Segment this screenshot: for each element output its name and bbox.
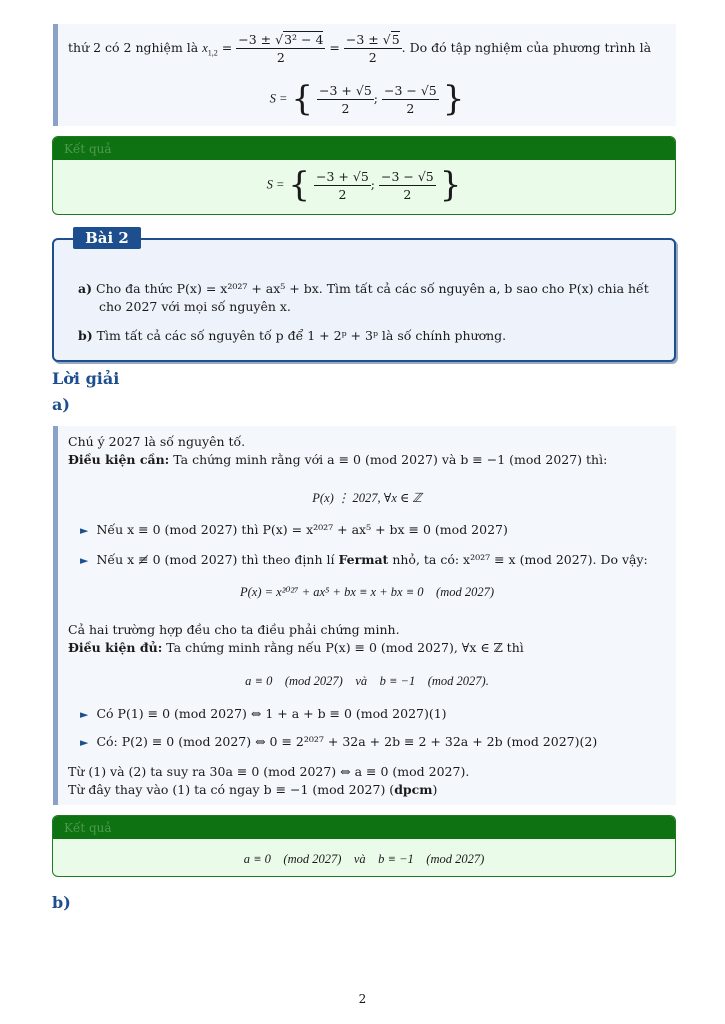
from-1-2: Từ (1) và (2) ta suy ra 30a ≡ 0 (mod 2027) ⇔ a ≡ 0 (mod 2027). (68, 764, 470, 779)
bullet-3: ► Có P(1) ≡ 0 (mod 2027) ⇔ 1 + a + b ≡ 0 (mod 2027)(1) (80, 706, 447, 721)
fermat-eq: P(x) = x²⁰²⁷ + ax⁵ + bx ≡ x + bx ≡ 0 (mod 2027) (239, 585, 495, 599)
result-eq: a ≡ 0 (mod 2027) và b ≡ −1 (mod 2027) (243, 852, 485, 866)
problem-item-b: b) Tìm tất cả các số nguyên tố p để 1 + 2ᵖ + 3ᵖ là số chính phương. (78, 328, 507, 343)
result-header: Kết quả (53, 137, 675, 160)
part-a-heading: a) (52, 395, 70, 414)
target-eq: a ≡ 0 (mod 2027) và b ≡ −1 (mod 2027). (245, 674, 489, 688)
proof-box (53, 426, 676, 805)
proof-line1: Chú ý 2027 là số nguyên tố. (68, 434, 246, 449)
result-box-2 (52, 815, 676, 877)
divides-eq: P(x) ⋮ 2027, ∀x ∈ ℤ (312, 491, 422, 505)
result-box-1 (52, 136, 676, 215)
intro-text-before: thứ 2 có 2 nghiệm là (68, 40, 199, 55)
part-b-heading: b) (52, 893, 71, 912)
result-header-2: Kết quả (53, 816, 675, 839)
bullet-1: ► Nếu x ≡ 0 (mod 2027) thì P(x) = x²⁰²⁷ + ax⁵ + bx ≡ 0 (mod 2027) (80, 522, 508, 537)
cond-need: Điều kiện cần: Ta chứng minh rằng với a ≡ 0 (mod 2027) và b ≡ −1 (mod 2027) thì: (68, 452, 608, 467)
intro-solution-set: S = { $\frac{-3 + √5}{2}$ ; $\frac{-3 - √5}{2}$ } (269, 79, 465, 119)
result-solution-set: S = { $\frac{-3 + √5}{2}$ ; $\frac{-3 - √5}{2}$ } (266, 165, 462, 205)
roots-fraction-2: $\frac{-3 \pm √5}{2}$ (345, 32, 400, 65)
problem-b-line1: Tìm tất cả các số nguyên tố p để 1 + 2ᵖ + 3ᵖ là số chính phương. (96, 328, 507, 343)
bullet-2: ► Nếu x ≢ 0 (mod 2027) thì theo định lí Fermat nhỏ, ta có: x²⁰²⁷ ≡ x (mod 2027). Do vậy: (80, 552, 648, 567)
intro-text-after: . Do đó tập nghiệm của phương trình là (401, 40, 652, 55)
intro-solution-box (53, 24, 676, 126)
both-cases: Cả hai trường hợp đều cho ta điều phải chứng minh. (68, 622, 400, 637)
solution-heading: Lời giải (52, 369, 120, 388)
cond-suff: Điều kiện đủ: Ta chứng minh rằng nếu P(x) ≡ 0 (mod 2027), ∀x ∈ ℤ thì (68, 640, 524, 655)
problem-tag: Bài 2 (73, 227, 141, 249)
substitute-line: Từ đây thay vào (1) ta có ngay b ≡ −1 (mod 2027) (dpcm) (68, 782, 438, 797)
roots-fraction-1: $\frac{\text{−3 ± √3² − 4}}{2}$ (238, 32, 324, 65)
page-number: 2 (358, 992, 367, 1006)
intro-line: thứ 2 có 2 nghiệm là $x_{1,2}$ = $\frac{\text{−3 ± √3² − 4}}{2}$ = $\frac{-3 \pm √5}{2}$ . Do đó tập nghiệm của phương trình là (68, 32, 652, 65)
problem-a-line2: cho 2027 với mọi số nguyên x. (99, 299, 291, 314)
problem-a-line1: Cho đa thức P(x) = x²⁰²⁷ + ax⁵ + bx. Tìm tất cả các số nguyên a, b sao cho P(x) chia hết (96, 281, 649, 296)
problem-item-a: a) Cho đa thức P(x) = x²⁰²⁷ + ax⁵ + bx. Tìm tất cả các số nguyên a, b sao cho P(x) chia hết (78, 281, 649, 296)
bullet-4: ► Có: P(2) ≡ 0 (mod 2027) ⇔ 0 ≡ 2²⁰²⁷ + 32a + 2b ≡ 2 + 32a + 2b (mod 2027)(2) (80, 734, 598, 749)
